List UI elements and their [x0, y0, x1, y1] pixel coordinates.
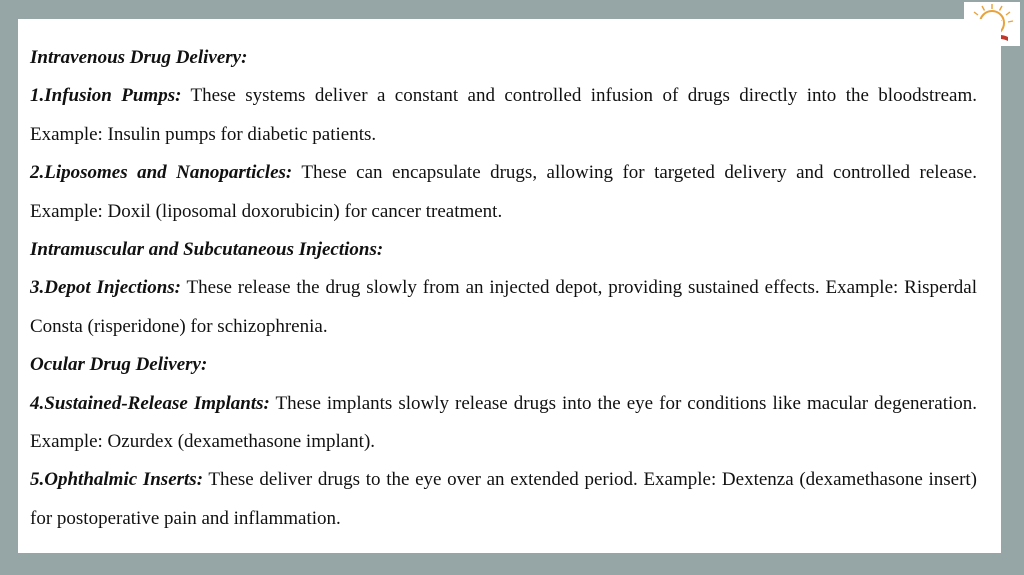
item-title: 5.Ophthalmic Inserts:	[30, 469, 204, 491]
item-body: These systems deliver a constant and controlled infusion of drugs directly into the bloodstream. Example: Insulin pumps for diabetic patients.	[30, 85, 977, 145]
item-title: 1.Infusion Pumps:	[30, 85, 182, 107]
section-heading-intravenous: Intravenous Drug Delivery:	[30, 47, 248, 68]
list-item-liposomes	[30, 154, 977, 231]
section-heading-injections: Intramuscular and Subcutaneous Injections:	[30, 239, 384, 261]
item-body: These can encapsulate drugs, allowing for targeted delivery and controlled release. Example: Doxil (liposomal doxorubicin) for cancer treatment.	[30, 162, 977, 222]
item-body: These implants slowly release drugs into the eye for conditions like macular degeneration. Example: Ozurdex (dexamethasone implant).	[30, 392, 978, 453]
slide-text-body	[30, 39, 977, 538]
list-item-ophthalmic-inserts	[30, 461, 977, 538]
item-body: These deliver drugs to the eye over an extended period. Example: Dextenza (dexamethasone insert) for postoperative pain and inflammation.	[30, 469, 978, 529]
list-item-depot-injections	[30, 269, 977, 346]
slide-content-panel	[18, 19, 1001, 553]
section-heading-ocular: Ocular Drug Delivery:	[30, 354, 208, 376]
list-item-implants	[30, 385, 977, 462]
item-title: 3.Depot Injections:	[30, 277, 182, 299]
item-body: These release the drug slowly from an injected depot, providing sustained effects. Example: Risperdal Consta (risperidone) for schizophrenia.	[30, 277, 977, 337]
item-title: 2.Liposomes and Nanoparticles:	[30, 162, 293, 184]
list-item-infusion-pumps	[30, 77, 977, 154]
item-title: 4.Sustained-Release Implants:	[30, 392, 270, 414]
